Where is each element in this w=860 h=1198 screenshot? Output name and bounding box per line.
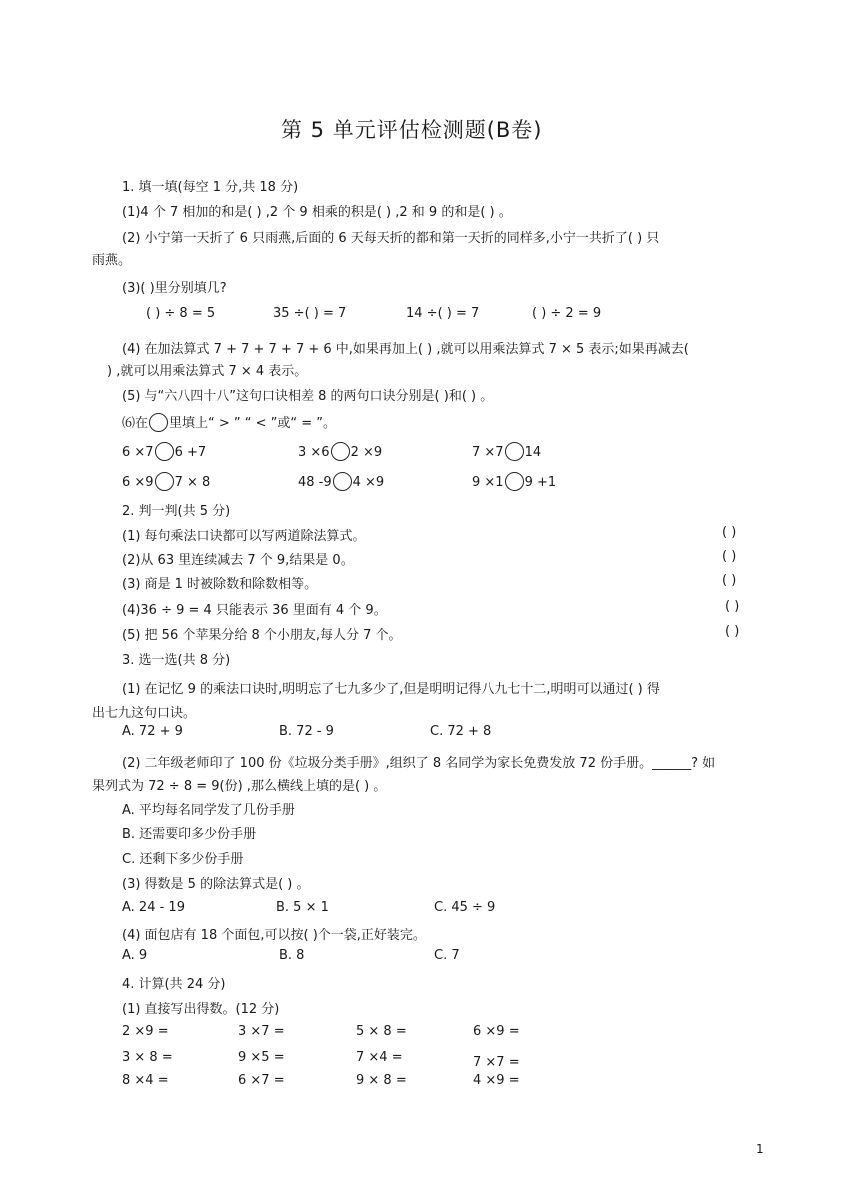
question-1-2-line-2: 雨燕。 (92, 253, 132, 268)
division-blank-3: 14 ÷( ) = 7 (406, 306, 480, 321)
judge-bracket-5[interactable]: ( ) (725, 624, 740, 639)
choice-1-option-a[interactable]: A. 72 + 9 (122, 724, 183, 739)
compare-circle-icon[interactable] (331, 442, 350, 461)
compare-left: 6 ×9 (122, 475, 154, 490)
question-1-2-line-1: (2) 小宁第一天折了 6 只雨燕,后面的 6 天每天折的都和第一天折的同样多,小宁一共折了( ) 只 (122, 231, 660, 246)
question-1-6-suffix: 里填上“ > ” “ < ”或“ = ”。 (169, 416, 337, 431)
choice-3-option-b[interactable]: B. 5 × 1 (276, 900, 329, 915)
choice-2-line-1: (2) 二年级老师印了 100 份《垃圾分类手册》,组织了 8 名同学为家长免费发放 72 份手册。______? 如 (122, 756, 716, 771)
calc-subheader: (1) 直接写出得数。(12 分) (122, 1002, 280, 1017)
compare-item-4 (122, 472, 210, 491)
judge-item-4: (4)36 ÷ 9 = 4 只能表示 36 里面有 4 个 9。 (122, 603, 387, 618)
compare-right: 9 +1 (524, 475, 557, 490)
choice-2-line-2: 果列式为 72 ÷ 8 = 9(份) ,那么横线上填的是( ) 。 (92, 779, 387, 794)
section-3-header: 3. 选一选(共 8 分) (122, 653, 231, 668)
choice-4-option-b[interactable]: B. 8 (279, 948, 305, 963)
choice-3-option-a[interactable]: A. 24 - 19 (122, 900, 185, 915)
compare-right: 2 ×9 (350, 445, 383, 460)
judge-bracket-3[interactable]: ( ) (722, 573, 737, 588)
calc-item: 7 ×4 = (356, 1050, 403, 1065)
compare-circle-icon[interactable] (505, 442, 524, 461)
question-1-6 (122, 412, 336, 432)
compare-item-3 (472, 442, 541, 461)
compare-left: 9 ×1 (472, 475, 504, 490)
division-blank-2: 35 ÷( ) = 7 (273, 306, 347, 321)
compare-item-6 (472, 472, 556, 491)
calc-item: 6 ×7 = (238, 1073, 285, 1088)
calc-item: 3 ×7 = (238, 1024, 285, 1039)
page-title: 第 5 单元评估检测题(B卷) (281, 118, 543, 142)
section-4-header: 4. 计算(共 24 分) (122, 977, 226, 992)
calc-item: 7 ×7 = (473, 1055, 520, 1070)
compare-right: 14 (524, 445, 542, 460)
calc-item: 4 ×9 = (473, 1073, 520, 1088)
judge-item-1: (1) 每句乘法口诀都可以写两道除法算式。 (122, 529, 366, 544)
compare-right: 6 +7 (174, 445, 207, 460)
compare-left: 48 -9 (298, 475, 332, 490)
section-2-header: 2. 判一判(共 5 分) (122, 504, 231, 519)
compare-circle-icon[interactable] (333, 472, 352, 491)
choice-4: (4) 面包店有 18 个面包,可以按( )个一袋,正好装完。 (122, 928, 426, 943)
calc-item: 6 ×9 = (473, 1024, 520, 1039)
judge-bracket-2[interactable]: ( ) (722, 549, 737, 564)
choice-3: (3) 得数是 5 的除法算式是( ) 。 (122, 877, 310, 892)
calc-item: 9 ×5 = (238, 1050, 285, 1065)
question-1-6-prefix: ⑹在 (122, 416, 149, 431)
choice-1-option-c[interactable]: C. 72 + 8 (430, 724, 492, 739)
question-1-5: (5) 与“六八四十八”这句口诀相差 8 的两句口诀分别是( )和( ) 。 (122, 389, 494, 404)
compare-right: 4 ×9 (352, 475, 385, 490)
calc-item: 5 × 8 = (356, 1024, 407, 1039)
judge-item-2: (2)从 63 里连续减去 7 个 9,结果是 0。 (122, 553, 354, 568)
compare-item-1 (122, 442, 206, 461)
question-1-4-line-2: ) ,就可以用乘法算式 7 × 4 表示。 (107, 364, 308, 379)
choice-2-option-c[interactable]: C. 还剩下多少份手册 (122, 852, 244, 867)
compare-left: 3 ×6 (298, 445, 330, 460)
compare-circle-icon[interactable] (155, 472, 174, 491)
choice-1-line-2: 出七九这句口诀。 (92, 706, 197, 721)
division-blank-4: ( ) ÷ 2 = 9 (532, 306, 602, 321)
compare-circle-icon[interactable] (155, 442, 174, 461)
judge-item-5: (5) 把 56 个苹果分给 8 个小朋友,每人分 7 个。 (122, 628, 402, 643)
compare-right: 7 × 8 (174, 475, 211, 490)
question-1-4-line-1: (4) 在加法算式 7 + 7 + 7 + 7 + 6 中,如果再加上( ) ,就可以用乘法算式 7 × 5 表示;如果再减去( (122, 342, 689, 357)
choice-1-option-b[interactable]: B. 72 - 9 (279, 724, 334, 739)
compare-item-2 (298, 442, 382, 461)
calc-item: 8 ×4 = (122, 1073, 169, 1088)
page-number: 1 (756, 1142, 764, 1156)
judge-bracket-4[interactable]: ( ) (725, 599, 740, 614)
compare-left: 7 ×7 (472, 445, 504, 460)
calc-item: 2 ×9 = (122, 1024, 169, 1039)
section-1-header: 1. 填一填(每空 1 分,共 18 分) (122, 180, 299, 195)
choice-2-option-a[interactable]: A. 平均每名同学发了几份手册 (122, 803, 295, 818)
choice-4-option-c[interactable]: C. 7 (434, 948, 460, 963)
calc-item: 9 × 8 = (356, 1073, 407, 1088)
compare-circle-icon (149, 413, 168, 432)
compare-item-5 (298, 472, 384, 491)
choice-1-line-1: (1) 在记忆 9 的乘法口诀时,明明忘了七九多少了,但是明明记得八九七十二,明明可以通过( ) 得 (122, 682, 660, 697)
question-1-3: (3)( )里分别填几? (122, 281, 227, 296)
calc-item: 3 × 8 = (122, 1050, 173, 1065)
choice-4-option-a[interactable]: A. 9 (122, 948, 148, 963)
choice-3-option-c[interactable]: C. 45 ÷ 9 (434, 900, 496, 915)
judge-bracket-1[interactable]: ( ) (722, 525, 737, 540)
division-blank-1: ( ) ÷ 8 = 5 (146, 306, 216, 321)
compare-circle-icon[interactable] (505, 472, 524, 491)
question-1-1: (1)4 个 7 相加的和是( ) ,2 个 9 相乘的积是( ) ,2 和 9 的和是( ) 。 (122, 205, 512, 220)
choice-2-option-b[interactable]: B. 还需要印多少份手册 (122, 827, 257, 842)
compare-left: 6 ×7 (122, 445, 154, 460)
judge-item-3: (3) 商是 1 时被除数和除数相等。 (122, 577, 318, 592)
